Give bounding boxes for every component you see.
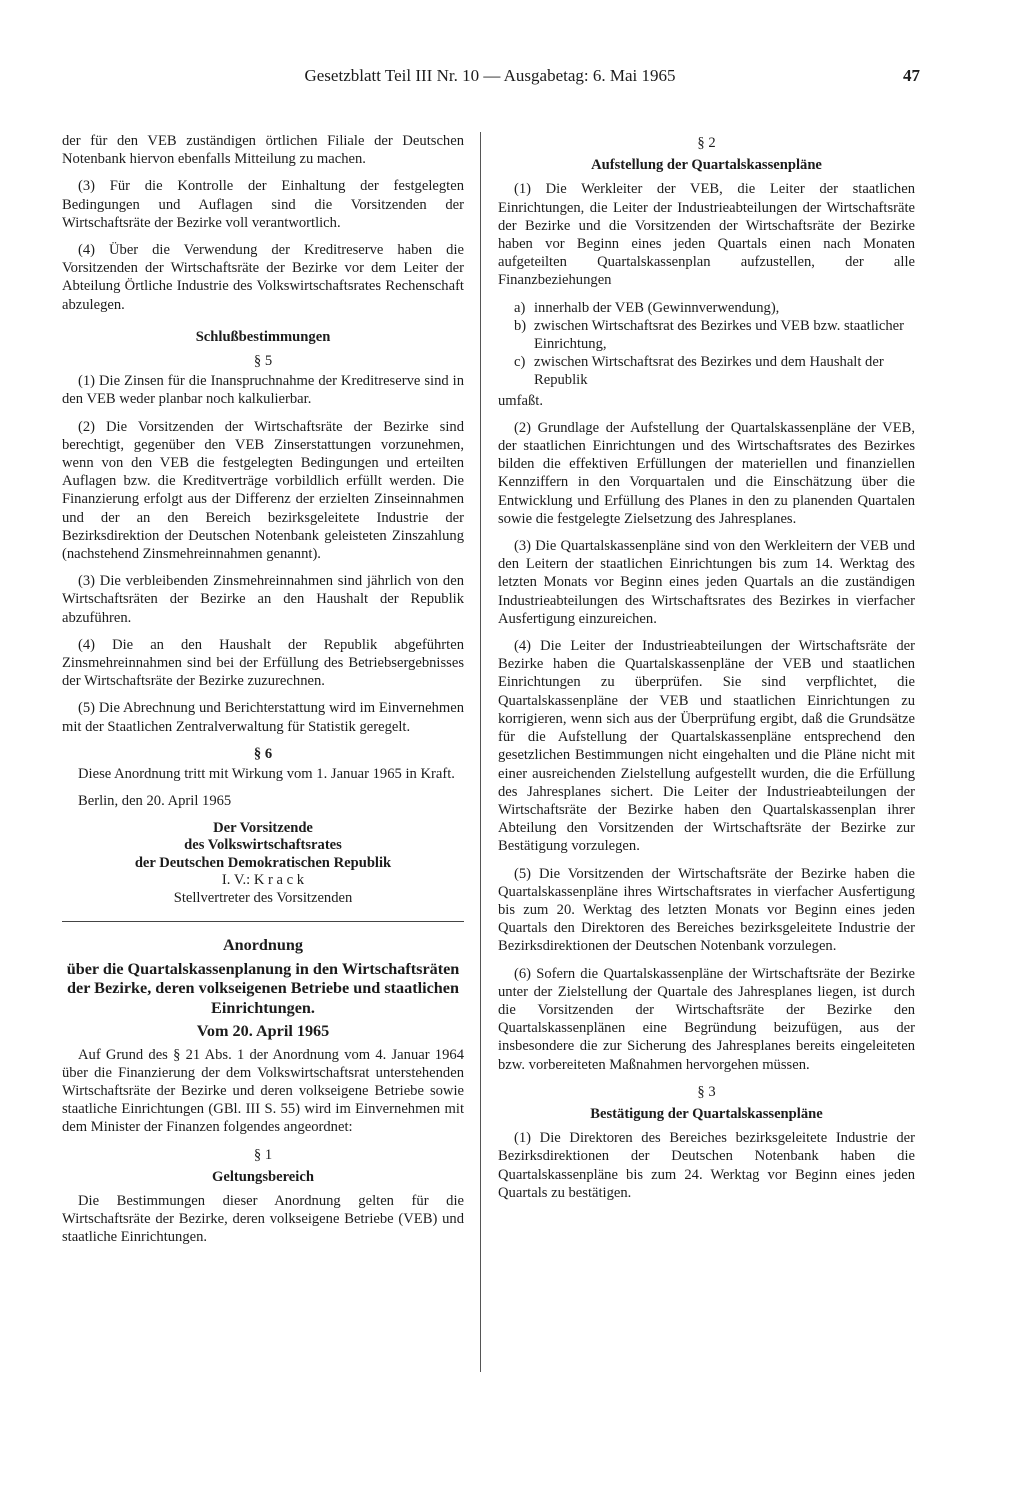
section-number-5: § 5 <box>253 353 273 370</box>
section-heading-schluss: Schlußbestimmungen <box>195 328 331 345</box>
signature-line: Der Vorsitzende <box>213 819 313 836</box>
section-number-1: § 1 <box>253 1146 273 1163</box>
paragraph: (5) Die Vorsitzenden der Wirtschaftsräte der Bezirke haben die Quartalskassenpläne ihres Wirtschaftsrates in vierfacher Ausfertigung bis zum 20. Werktag des letzten Monats vor Beginn eines jeden Quartals den Direktoren des Bereiches bezirksgeleitete Industrie der Bezirksdirektionen der Deutschen Notenbank vorzulegen. <box>498 865 915 955</box>
section-rule <box>62 921 464 922</box>
list-marker: b) <box>514 317 527 334</box>
list-marker: a) <box>514 299 526 316</box>
left-column <box>62 132 464 1382</box>
list-marker: c) <box>514 354 526 371</box>
paragraph: (5) Die Abrechnung und Berichterstattung wird im Einvernehmen mit der Staatlichen Zentralverwaltung für Statistik geregelt. <box>62 700 464 735</box>
list-text: zwischen Wirtschaftsrat des Bezirkes und VEB bzw. staatlicher Einrichtung, <box>534 317 904 353</box>
section-number-2: § 2 <box>697 135 716 151</box>
paragraph: Die Bestimmungen dieser Anordnung gelten für die Wirtschaftsräte der Bezirke, deren volkseigene Betriebe (VEB) und staatliche Einrichtungen. <box>62 1192 464 1246</box>
paragraph: (1) Die Werkleiter der VEB, die Leiter der staatlichen Einrichtungen, die Leiter der Industrieabteilungen der Wirtschaftsräte der Bezirke und die Vorsitzenden der Wirtschaftsräte der Bezirke haben vor Beginn eines jeden Quartals einen nach Monaten aufgeteilten Quartalskassenplan aufzustellen, der alle Finanzbeziehungen <box>498 181 915 289</box>
list-text: innerhalb der VEB (Gewinnverwendung), <box>534 299 780 316</box>
paragraph: Auf Grund des § 21 Abs. 1 der Anordnung vom 4. Januar 1964 über die Finanzierung der dem Volkswirtschaftsrat unterstehenden Wirtschaftsräte der Bezirke und deren volkseigene Betriebe sowie staatliche Einrichtungen (GBl. III S. 55) wird im Einvernehmen mit dem Minister der Finanzen folgendes angeordnet: <box>62 1046 464 1136</box>
section-heading-aufstellung: Aufstellung der Quartalskassenpläne <box>591 157 822 174</box>
anordnung-date: Vom 20. April 1965 <box>196 1022 330 1040</box>
section-number-3: § 3 <box>697 1083 716 1100</box>
anordnung-subtitle: über die Quartalskassenplanung in den Wirtschaftsräten der Bezirke, deren volkseigenen Betriebe und staatlichen Einrichtungen. <box>66 959 460 1017</box>
paragraph: umfaßt. <box>498 392 543 409</box>
paragraph: (4) Über die Verwendung der Kreditreserve haben die Vorsitzenden der Wirtschaftsräte der Bezirke vor dem Leiter der Abteilung Örtliche Industrie des Volkswirtschaftsrates Rechenschaft abzulegen. <box>62 242 464 313</box>
section-heading-bestaetigung: Bestätigung der Quartalskassenpläne <box>590 1105 823 1122</box>
paragraph: (3) Für die Kontrolle der Einhaltung der festgelegten Bedingungen und Auflagen sind die Vorsitzenden der Wirtschaftsräte der Bezirke voll verantwortlich. <box>62 178 464 231</box>
signature-block <box>62 820 464 908</box>
list-item <box>514 299 915 317</box>
list-item <box>514 317 915 353</box>
signature-line: des Volkswirtschaftsrates <box>184 837 342 853</box>
enumeration-list <box>498 299 915 390</box>
paragraph: (2) Die Vorsitzenden der Wirtschaftsräte der Bezirke sind berechtigt, gegenüber den VEB Zinserstattungen vorzunehmen, wenn von den VEB die festgelegten Bedingungen und erteilten Auflagen bzw. die Kreditverträge vorbildlich erfüllt werden. Die Finanzierung erfolgt aus der Differenz der erzielten Zinseinnahmen und der an den Bereich bezirksgeleitete Industrie der Bezirksdirektion der Deutschen Notenbank geleisteten Zinszahlung (nachstehend Zinsmehreinnahmen genannt). <box>62 418 464 563</box>
paragraph: Diese Anordnung tritt mit Wirkung vom 1. Januar 1965 in Kraft. <box>78 766 455 783</box>
paragraph: (1) Die Zinsen für die Inanspruchnahme der Kreditreserve sind in den VEB weder planbar noch kalkulierbar. <box>62 373 464 408</box>
signature-line: Stellvertreter des Vorsitzenden <box>173 889 353 906</box>
signature-line: der Deutschen Demokratischen Republik <box>134 854 392 871</box>
page-number: 47 <box>903 66 920 85</box>
paragraph: der für den VEB zuständigen örtlichen Filiale der Deutschen Notenbank hiervon ebenfalls Mitteilung zu machen. <box>62 133 464 168</box>
paragraph: (4) Die an den Haushalt der Republik abgeführten Zinsmehreinnahmen sind bei der Erfüllung des Betriebsergebnisses der Wirtschaftsräte der Bezirke zuzurechnen. <box>62 636 464 690</box>
paragraph: (4) Die Leiter der Industrieabteilungen der Wirtschaftsräte der Bezirke haben die Quartalskassenpläne der VEB und staatlichen Einrichtungen zu überprüfen. Sie sind verpflichtet, die Quartalskassenpläne der VEB und staatlichen Einrichtungen zu korrigieren, wenn sich aus der Überprüfung ergibt, daß die Grundsätze für die Aufstellung der Quartalskassenpläne entsprechend den gesetzlichen Bestimmungen nicht eingehalten und die Pläne nicht mit einer ausreichenden Zielstellung aufgestellt wurden, die die Erfüllung des Jahresplanes sichert. Die Leiter der Industrieabteilungen der Wirtschaftsräte der Bezirke haben den Quartalskassenplan ihrer Abteilung den Vorsitzenden der Wirtschaftsräte der Bezirke zur Bestätigung vorzulegen. <box>498 638 915 855</box>
section-heading-geltung: Geltungsbereich <box>212 1168 314 1185</box>
paragraph: (3) Die verbleibenden Zinsmehreinnahmen sind jährlich von den Wirtschaftsräten der Bezirke an den Haushalt der Republik abzuführen. <box>62 573 464 626</box>
running-title: Gesetzblatt Teil III Nr. 10 — Ausgabetag: 6. Mai 1965 <box>304 66 676 85</box>
list-text: zwischen Wirtschaftsrat des Bezirkes und dem Haushalt der Republik <box>534 354 884 389</box>
page-header <box>60 66 920 86</box>
paragraph: (3) Die Quartalskassenpläne sind von den Werkleitern der VEB und den Leitern der staatlichen Einrichtungen bis zum 14. Werktag des letzten Monats vor Beginn eines jeden Quartals an die zuständigen Industrieabteilungen des Wirtschaftsrates des Bezirkes in vierfacher Ausfertigung einzureichen. <box>498 538 915 627</box>
paragraph: (1) Die Direktoren des Bereiches bezirksgeleitete Industrie der Bezirksdirektionen der Deutschen Notenbank haben die Quartalskassenpläne bis zum 24. Werktag vor Beginn eines jeden Quartals zu bestätigen. <box>498 1130 915 1201</box>
paragraph: (2) Grundlage der Aufstellung der Quartalskassenpläne der VEB, der staatlichen Einrichtungen und des Wirtschaftsrates des Bezirkes bilden die effektiven Erfüllungen der materiellen und finanziellen Kennziffern in den Vorquartalen und die Einschätzung über die Entwicklung und Erfüllung des Planes in den zu planenden Quartalen sowie die festgelegte Zielsetzung des Jahresplanes. <box>498 419 915 527</box>
column-divider <box>480 132 481 1372</box>
right-column <box>498 132 915 1382</box>
place-date: Berlin, den 20. April 1965 <box>78 793 232 810</box>
section-number-6: § 6 <box>253 745 273 762</box>
signature-line: I. V.: K r a c k <box>221 872 305 888</box>
list-item <box>514 353 915 389</box>
anordnung-title: Anordnung <box>222 936 304 954</box>
paragraph: (6) Sofern die Quartalskassenpläne der Wirtschaftsräte der Bezirke unter der Zielstellung der Quartale des Jahresplanes liegen, ist durch die Vorsitzenden der Wirtschaftsräte der Bezirke den Quartalskassenplänen eine Begründung beizufügen, aus der insbesondere die zur Sicherung des Jahresplanes bereits eingeleiteten bzw. vorbereiteten Maßnahmen hervorgehen müssen. <box>498 965 915 1073</box>
